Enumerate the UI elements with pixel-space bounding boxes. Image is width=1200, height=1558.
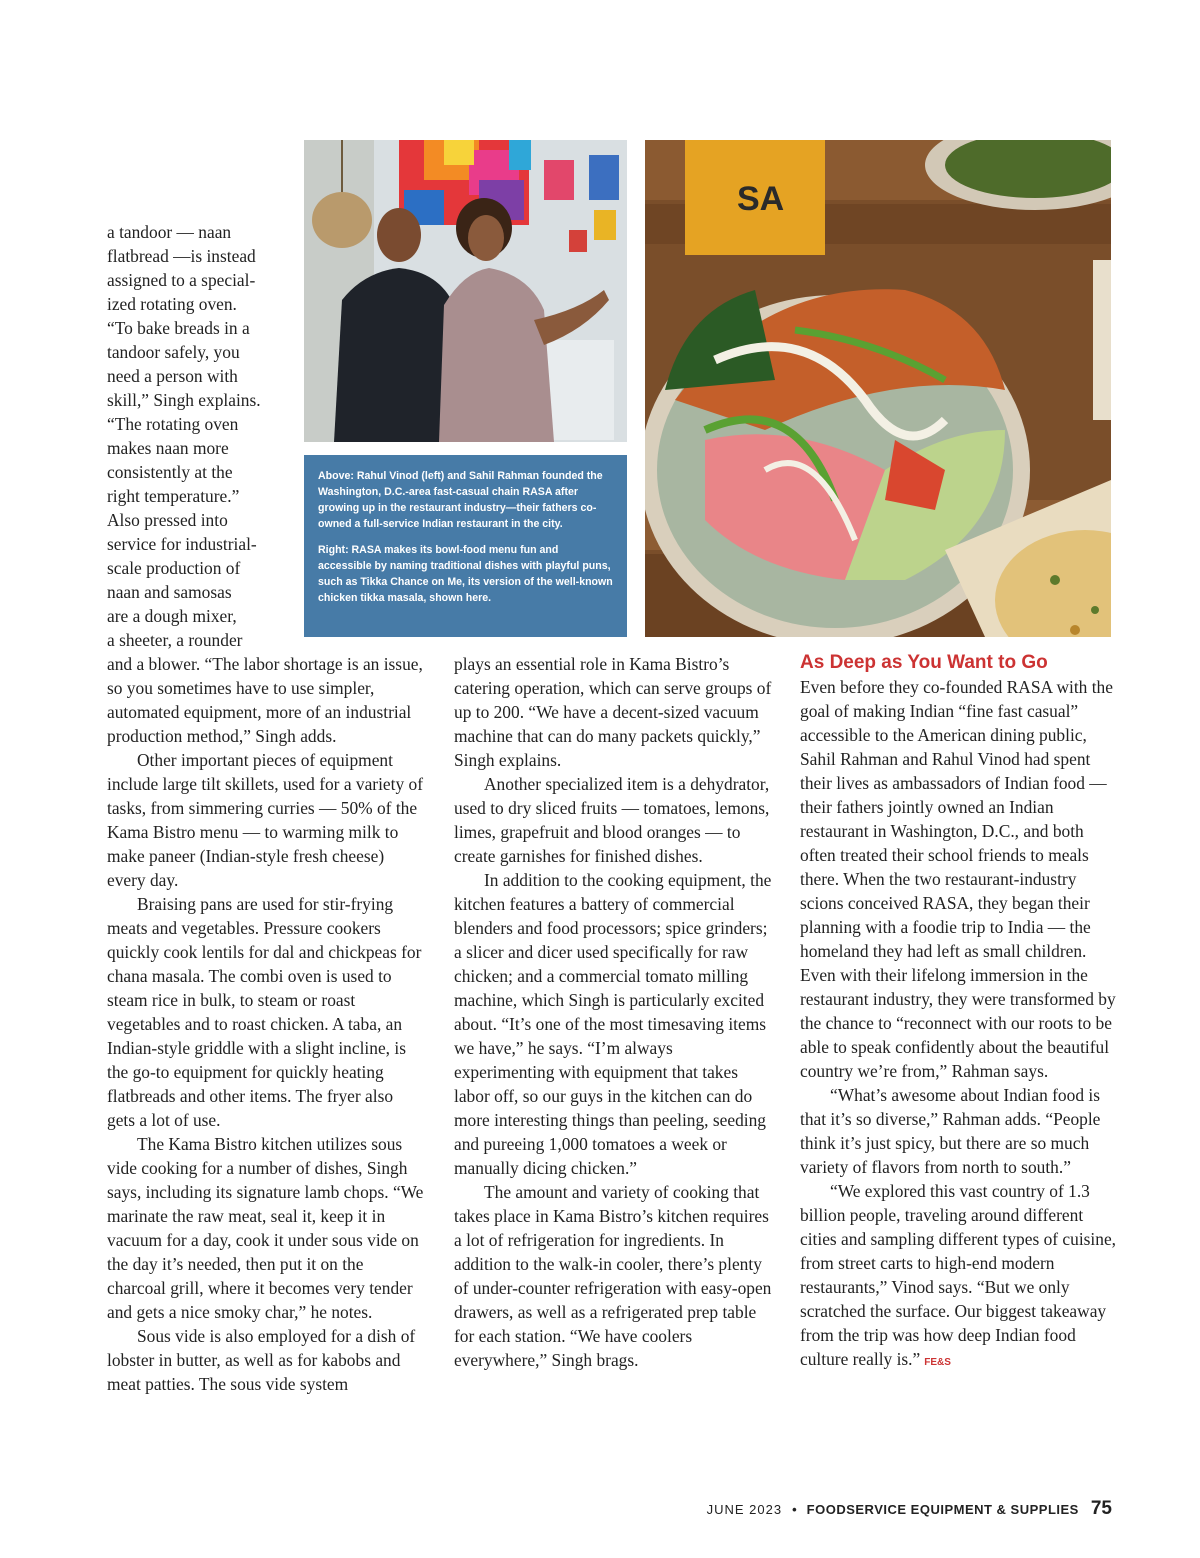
col2-paragraph: In addition to the cooking equipment, the kitchen features a battery of commercial blenders and food processors; spice grinders; a slicer and dicer used specifically for raw chicken; and a commercial tomato milling machine, which Singh is particularly excited about. “It’s one of the most timesaving items we have,” he says. “I’m always experimenting with equipment that takes labor off, so our guys in the kitchen can do more interesting things than peeling, seeding and pureeing 1,000 tomatoes a week or manually dicing chicken.” [454,870,772,1178]
page-number: 75 [1090,1498,1112,1519]
col1-paragraph: Braising pans are used for stir-frying meats and vegetables. Pressure cookers quickly cook lentils for dal and chickpeas for chana masala. The combi oven is used to steam rice in bulk, to steam or roast vegetables and to roast chicken. A taba, an Indian-style griddle with a slight incline, is the go-to equipment for quickly heating flatbreads and other items. The fryer also gets a lot of use. [107,894,422,1130]
col1-paragraph: Sous vide is also employed for a dish of lobster in butter, as well as for kabobs and meat patties. The sous vide system [107,1326,416,1394]
footer-bullet: • [792,1502,797,1517]
food-bowl-illustration [645,140,1111,637]
end-mark: FE&S [924,1357,951,1368]
photo-caption [304,455,627,637]
col2-paragraph: plays an essential role in Kama Bistro’s catering operation, which can serve groups of up to 200. “We have a decent-sized vacuum machine that can do many packets quickly,” Singh explains. [454,654,772,770]
col3-paragraph [800,1179,1118,1375]
section-heading: As Deep as You Want to Go [800,652,1048,673]
col1-paragraph: The Kama Bistro kitchen utilizes sous vide cooking for a number of dishes, Singh says, including its signature lamb chops. “We marinate the raw meat, seal it, keep it in vacuum for a day, cook it under sous vide on the day it’s needed, then put it on the charcoal grill, where it becomes very tender and gets a nice smoky char,” he notes. [107,1134,424,1322]
col1-intro-line: “The rotating oven [107,414,239,434]
page-footer [707,1498,1112,1520]
col1-intro-line: service for industrial- [107,534,257,554]
col1-intro-line: naan and samosas [107,582,232,602]
caption-above: Above: Rahul Vinod (left) and Sahil Rahman founded the Washington, D.C.-area fast-casual chain RASA after growing up in the restaurant industry—their fathers co-owned a full-service Indian restaurant in the city. [318,470,603,530]
founders-photo-illustration [304,140,627,442]
col1-intro-line: are a dough mixer, [107,606,237,626]
col1-intro-line: Also pressed into [107,510,228,530]
col1-intro-line: ized rotating oven. [107,294,237,314]
col3-final-text: “We explored this vast country of 1.3 billion people, traveling around different cities and sampling different types of cuisine, from street carts to high-end modern restaurants,” Vinod says. “But we only scratched the surface. Our biggest takeaway from the trip was how deep Indian food culture really is.” [800,1181,1117,1369]
column-1-intro [107,220,287,652]
column-3 [800,652,1118,1375]
publication-name: FOODSERVICE EQUIPMENT & SUPPLIES [806,1502,1079,1517]
caption-right: Right: RASA makes its bowl-food menu fun and accessible by naming traditional dishes with playful puns, such as Tikka Chance on Me, its version of the well-known chicken tikka masala, shown here. [318,544,613,604]
col1-intro-line: tandoor safely, you [107,342,240,362]
col3-paragraph: Even before they co-founded RASA with the goal of making Indian “fine fast casual” accessible to the American dining public, Sahil Rahman and Rahul Vinod had spent their lives as ambassadors of Indian food — their fathers jointly owned an Indian restaurant in Washington, D.C., and both often treated their school friends to meals there. When the two restaurant-industry scions conceived RASA, they began their planning with a foodie trip to India — the homeland they had left as small children. Even with their lifelong immersion in the restaurant industry, they were transformed by the chance to “reconnect with our roots to be able to speak confidently about the beautiful country we’re from,” Rahman says. [800,677,1116,1081]
col1-intro-line: skill,” Singh explains. [107,390,261,410]
col1-intro-line: makes naan more [107,438,229,458]
col2-paragraph: Another specialized item is a dehydrator, used to dry sliced fruits — tomatoes, lemons, limes, grapefruit and blood oranges — to create garnishes for finished dishes. [454,774,770,866]
food-bowl-photo [645,140,1111,637]
col1-paragraph: and a blower. “The labor shortage is an issue, so you sometimes have to use simpler, automated equipment, more of an industrial production method,” Singh adds. [107,654,423,746]
cup-text: SA [737,180,785,218]
issue-date: JUNE 2023 [706,1502,783,1517]
col1-intro-line: “To bake breads in a [107,318,250,338]
col2-paragraph: The amount and variety of cooking that takes place in Kama Bistro’s kitchen requires a lot of refrigeration for ingredients. In addition to the walk-in cooler, there’s plenty of under-counter refrigeration with easy-open drawers, as well as a refrigerated prep table for each station. “We have coolers everywhere,” Singh brags. [454,1182,772,1370]
column-2 [454,652,772,1372]
col3-paragraph: “What’s awesome about Indian food is that it’s so diverse,” Rahman adds. “People think it’s just spicy, but there are so much variety of flavors from north to south.” [800,1085,1101,1177]
col1-intro-line: a sheeter, a rounder [107,630,243,650]
col1-intro-line: scale production of [107,558,241,578]
col1-intro-line: assigned to a special- [107,270,256,290]
col1-intro-line: right temperature.” [107,486,240,506]
col1-intro-line: a tandoor — naan [107,222,232,242]
col1-intro-line: need a person with [107,366,238,386]
col1-intro-line: consistently at the [107,462,233,482]
col1-paragraph: Other important pieces of equipment include large tilt skillets, used for a variety of tasks, from simmering curries — 50% of the Kama Bistro menu — to warming milk to make paneer (Indian-style fresh cheese) every day. [107,750,424,890]
col1-intro-line: flatbread —is instead [107,246,256,266]
column-1 [107,652,425,1396]
founders-photo [304,140,627,442]
